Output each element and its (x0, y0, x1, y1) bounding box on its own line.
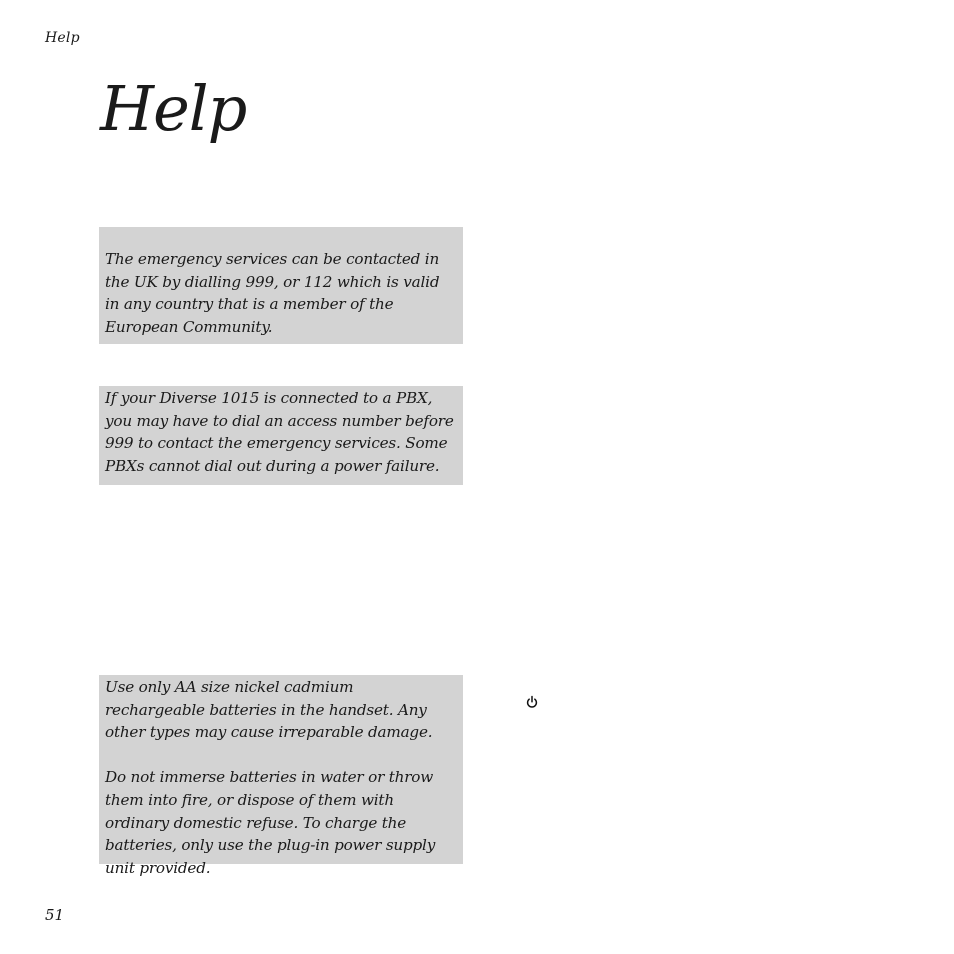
power-icon (525, 695, 539, 709)
page-title: Help (100, 72, 247, 145)
note-paragraph: If your Diverse 1015 is connected to a PBX, you may have to dial an access number before 999 to contact the emergency services. Some PBXs cannot dial out during a power failure. (105, 389, 454, 475)
pbx-note (99, 386, 463, 485)
page-number: 51 (45, 906, 65, 924)
battery-warning-note (99, 675, 463, 877)
note-paragraph: Use only AA size nickel cadmium rechargeable batteries in the handset. Any other types may cause irreparable damage. (105, 678, 433, 742)
note-paragraph: The emergency services can be contacted in the UK by dialling 999, or 112 which is valid in any country that is a member of the European Community. (105, 250, 440, 336)
note-paragraph: Do not immerse batteries in water or throw them into fire, or dispose of them with ordinary domestic refuse. To charge the batteries, only use the plug-in power supply unit provided. (105, 768, 436, 877)
emergency-services-note (99, 227, 463, 344)
running-header: Help (45, 30, 80, 46)
